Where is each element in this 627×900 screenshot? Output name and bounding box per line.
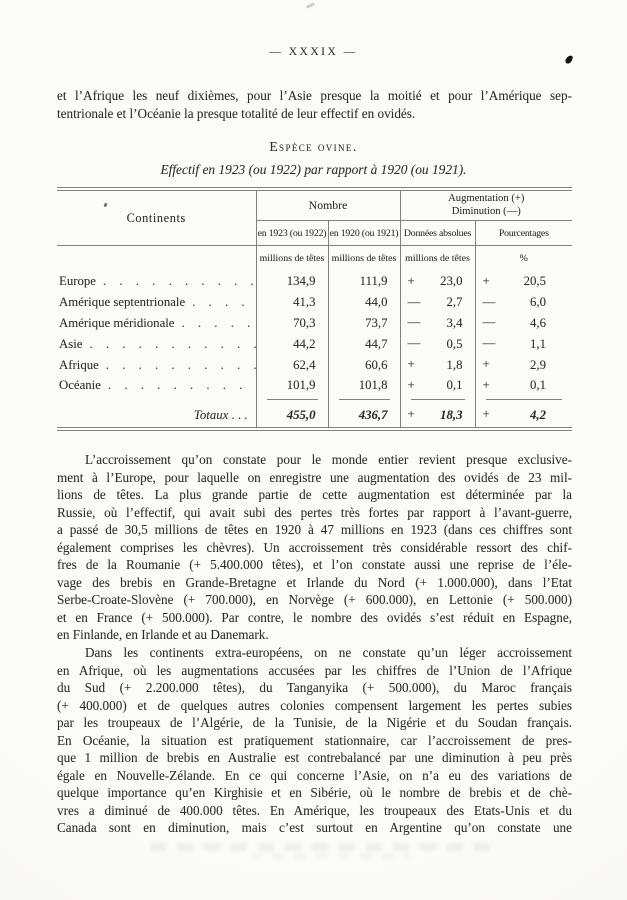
percentage-change-cell [475, 272, 572, 293]
totals-absolute-value: 18,3 [440, 407, 463, 422]
sign-symbol: — [482, 336, 496, 351]
text-line: également comprises les chèvres). Un accroissement très considérable ressort des chif- [57, 539, 572, 555]
percentage-change-value: 20,5 [523, 274, 547, 289]
text-line: en Afrique, où les augmentations accusées par les chiffres de l’Union de l’Afrique [57, 662, 572, 678]
continent-name: Europe [59, 274, 96, 289]
absolute-change-value: 0,1 [446, 378, 463, 393]
units-empty-cell [57, 246, 256, 272]
text-line: Dans les continents extra-européens, on ne constate qu’un léger accroissement [85, 645, 572, 661]
dot-leader [96, 274, 256, 288]
col-header-continents: Continents [57, 191, 256, 246]
sign-symbol: — [482, 315, 496, 330]
sign-symbol: — [407, 315, 421, 330]
percentage-change-cell [475, 375, 572, 396]
absolute-change-cell [400, 272, 475, 293]
continent-cell [57, 292, 256, 313]
rule [486, 399, 563, 400]
col-header-1920: en 1920 (ou 1921) [328, 221, 400, 246]
sign-symbol: + [482, 357, 490, 372]
table-row [57, 292, 572, 313]
ovine-table [57, 190, 572, 428]
text-line: par les troupeaux de l’Algérie, de la Tunisie, de la Nigérie et du Soudan français. [57, 715, 572, 731]
text-line: égale en Nouvelle-Zélande. En ce qui concerne l’Asie, on n’a eu des variations de [57, 767, 572, 783]
text-line: L’accroissement qu’on constate pour le monde entier revient presque exclusive- [85, 452, 572, 467]
group-variation-line1: Augmentation (+) [448, 193, 525, 204]
units-percent: % [519, 253, 528, 265]
continent-cell [57, 375, 256, 396]
sign-symbol: + [482, 274, 490, 289]
value-1923: 44,2 [256, 334, 328, 355]
totals-percentage-cell [475, 403, 572, 427]
absolute-change-value: 1,8 [446, 357, 463, 372]
percentage-change-cell [475, 292, 572, 313]
continent-cell [57, 313, 256, 334]
percentage-change-cell [475, 334, 572, 355]
value-1923: 41,3 [256, 292, 328, 313]
table-row [57, 334, 572, 355]
totals-percentage-value: 4,2 [530, 407, 547, 422]
totals-separator-row [57, 396, 572, 403]
value-1920: 44,0 [328, 292, 400, 313]
page-number: — XXXIX — [269, 46, 358, 58]
text-line: et en France (+ 500.000). Par contre, le nombre des ovidés s’est réduit en Espagne, [57, 609, 572, 625]
units-absolute: millions de têtes [400, 246, 475, 272]
value-1920: 101,8 [328, 375, 400, 396]
absolute-change-cell [400, 313, 475, 334]
dot-leader [82, 337, 256, 351]
text-line: Canada sont en diminution, mais c’est surtout en Argentine qu’on constate une [57, 820, 572, 836]
text-line: que 1 million de brebis en Australie est contrebalancé par une diminution à peu près [57, 750, 572, 766]
text-line: en Finlande, en Irlande et au Danemark. [57, 627, 269, 643]
sign-symbol: + [482, 378, 490, 393]
value-1923: 62,4 [256, 355, 328, 376]
rule [411, 399, 465, 400]
value-1920: 44,7 [328, 334, 400, 355]
text-line: vres a diminué de 400.000 têtes. En Amérique, les troupeaux des Etats-Unis et du [57, 802, 572, 818]
absolute-change-value: 0,5 [446, 336, 463, 351]
absolute-change-value: 3,4 [446, 315, 463, 330]
sign-symbol: + [407, 407, 415, 422]
rule [339, 399, 390, 400]
percentage-change-value: 4,6 [530, 315, 547, 330]
value-1920: 60,6 [328, 355, 400, 376]
continent-name: Amérique méridionale [59, 315, 175, 330]
value-1920: 73,7 [328, 313, 400, 334]
value-1923: 70,3 [256, 313, 328, 334]
dot-leader [99, 358, 256, 372]
table-row [57, 375, 572, 396]
continent-name: Océanie [59, 378, 101, 393]
percentage-change-value: 6,0 [530, 295, 547, 310]
text-line: Russie, où l’effectif, qui avait subi des pertes très fortes par rapport à l’avant-guerre, [57, 504, 572, 520]
body-text [57, 451, 572, 837]
text-line: Serbe-Croate-Slovène (+ 700.000), en Norvège (+ 600.000), en Lettonie (+ 500.000) [57, 592, 572, 608]
text-line: a passé de 30,5 millions de têtes en 1920 à 47 millions en 1923 (dans ces chiffres sont [57, 522, 572, 538]
table-row [57, 355, 572, 376]
intro-paragraph [57, 87, 572, 122]
units-1920: millions de têtes [328, 246, 400, 272]
value-1923: 101,9 [256, 375, 328, 396]
sign-symbol: — [482, 294, 496, 309]
col-header-percentages: Pourcentages [475, 221, 572, 246]
text-line: vage des brebis en Grande-Bretagne et Irlande du Nord (+ 1.000.000), dans l’Etat [57, 574, 572, 590]
text-line: fres de la Roumanie (+ 5.400.000 têtes), et l’on constate aussi une reprise de l’éle- [57, 557, 572, 573]
col-header-1923: en 1923 (ou 1922) [256, 221, 328, 246]
percentage-change-value: 0,1 [530, 378, 547, 393]
sign-symbol: — [407, 294, 421, 309]
text-line: (+ 400.000) et de quelques autres colonies compensent largement les pertes subies [57, 697, 572, 713]
continent-cell [57, 272, 256, 293]
bleed-through [250, 853, 410, 859]
dot-leader [185, 295, 256, 309]
totals-row [57, 403, 572, 427]
totals-1920: 436,7 [328, 403, 400, 427]
text-line: ment à l’Europe, pour laquelle on enregistre une augmentation des ovidés de 23 mil- [57, 469, 572, 485]
col-group-nombre: Nombre [256, 191, 400, 221]
continent-cell [57, 355, 256, 376]
text-line: quelque importance qu’en Kirghisie et en Sibérie, où le nombre de brebis et de chè- [57, 785, 572, 801]
value-1920: 111,9 [328, 272, 400, 293]
totals-1923: 455,0 [256, 403, 328, 427]
continent-name: Amérique septentrionale [59, 295, 186, 310]
percentage-change-value: 2,9 [530, 357, 547, 372]
sign-symbol: + [482, 407, 490, 422]
statistics-table [57, 187, 572, 431]
col-header-absolute: Données absolues [400, 221, 475, 246]
absolute-change-value: 23,0 [440, 274, 463, 289]
table-row [57, 272, 572, 293]
dot-leader [175, 316, 257, 330]
sign-symbol: + [407, 378, 415, 393]
bleed-through [150, 843, 490, 851]
continent-name: Afrique [59, 357, 99, 372]
absolute-change-cell [400, 292, 475, 313]
totals-label: Totaux . . . [57, 403, 256, 427]
table-row [57, 313, 572, 334]
percentage-change-value: 1,1 [530, 336, 547, 351]
text-line: lions de têtes. La plus grande partie de cette augmentation est déterminée par la [57, 487, 572, 503]
section-title: Espèce ovine. [269, 139, 358, 154]
table-caption: Effectif en 1923 (ou 1922) par rapport à 1920 (ou 1921). [160, 162, 467, 177]
sign-symbol: — [407, 336, 421, 351]
col-group-variation [400, 191, 572, 221]
dot-leader [101, 378, 256, 392]
text-line: tentrionale et l’Océanie la presque totalité de leur effectif en ovidés. [57, 105, 416, 121]
absolute-change-cell [400, 355, 475, 376]
rule [267, 399, 318, 400]
absolute-change-cell [400, 375, 475, 396]
table-group-header-row [57, 191, 572, 221]
continent-name: Asie [59, 336, 83, 351]
value-1923: 134,9 [256, 272, 328, 293]
absolute-change-value: 2,7 [446, 295, 463, 310]
percentage-change-cell [475, 313, 572, 334]
percentage-change-cell [475, 355, 572, 376]
absolute-change-cell [400, 334, 475, 355]
text-line: du Sud (+ 2.200.000 têtes), du Tanganyika (+ 500.000), du Maroc français [57, 680, 572, 696]
sign-symbol: + [407, 274, 415, 289]
sign-symbol: + [407, 357, 415, 372]
scan-speck [306, 2, 315, 9]
table-units-row [57, 246, 572, 272]
continent-cell [57, 334, 256, 355]
text-line: et l’Afrique les neuf dixièmes, pour l’Asie presque la moitié et pour l’Amérique sep- [57, 88, 572, 103]
group-variation-line2: Diminution (—) [451, 205, 521, 217]
text-line: En Océanie, la situation est pratiquement stationnaire, car l’accroissement de pres- [57, 732, 572, 748]
totals-absolute-cell [400, 403, 475, 427]
units-1923: millions de têtes [256, 246, 328, 272]
